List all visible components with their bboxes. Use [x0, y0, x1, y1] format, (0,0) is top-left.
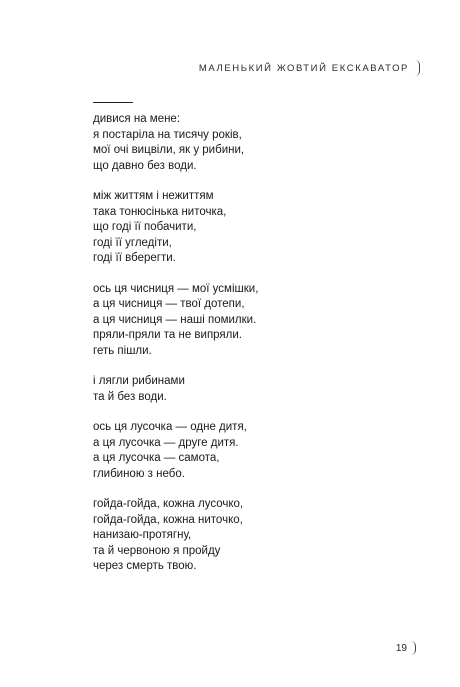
- stanza-2: [93, 189, 393, 267]
- stanza-1: [93, 112, 393, 174]
- poem-line: між життям і нежиттям: [93, 190, 214, 202]
- stanza-4: [93, 374, 393, 405]
- poem-line: що давно без води.: [93, 159, 197, 172]
- poem-line: а ця чисниця — твої дотепи,: [93, 298, 245, 310]
- poem-line: геть пішли.: [93, 344, 152, 357]
- poem-line: годі її вберегти.: [93, 252, 176, 264]
- poem-line: ось ця лусочка — одне дитя,: [93, 421, 247, 433]
- poem-body: [93, 112, 393, 590]
- poem-line: годі її угледіти,: [93, 236, 172, 249]
- poem-line: я постаріла на тисячу років,: [93, 128, 242, 141]
- poem-line: дивися на мене:: [93, 113, 181, 125]
- footer-bracket: [411, 641, 416, 655]
- poem-line: гойда-гойда, кожна лусочко,: [93, 498, 244, 510]
- stanza-6: [93, 497, 393, 575]
- poem-line: така тонюсінька ниточка,: [93, 205, 227, 218]
- running-header: [199, 60, 420, 76]
- header-bracket: [415, 60, 420, 76]
- poem-line: пряли-пряли та не випряли.: [93, 329, 242, 341]
- poem-line: та й без води.: [93, 390, 167, 403]
- page-footer: [396, 641, 416, 655]
- poem-line: гойда-гойда, кожна ниточко,: [93, 513, 243, 526]
- stanza-5: [93, 420, 393, 482]
- section-divider: [93, 102, 133, 103]
- page-number: 19: [395, 642, 407, 654]
- poem-line: а ця лусочка — самота,: [93, 452, 220, 464]
- poem-line: а ця чисниця — наші помилки.: [93, 313, 257, 326]
- poem-line: а ця лусочка — друге дитя.: [93, 436, 239, 449]
- poem-line: ось ця чисниця — мої усмішки,: [93, 282, 259, 295]
- stanza-3: [93, 282, 393, 360]
- poem-line: глибиною з небо.: [93, 467, 185, 480]
- poem-line: через смерть твою.: [93, 560, 197, 572]
- poem-line: мої очі вицвіли, як у рибини,: [93, 144, 245, 156]
- running-title: МАЛЕНЬКИЙ ЖОВТИЙ ЕКСКАВАТОР: [198, 62, 409, 74]
- poem-line: нанизаю-протягну,: [93, 529, 192, 541]
- poem-line: що годі її побачити,: [93, 221, 197, 233]
- poem-line: і лягли рибинами: [93, 375, 185, 387]
- poem-line: та й червоною я пройду: [93, 544, 221, 557]
